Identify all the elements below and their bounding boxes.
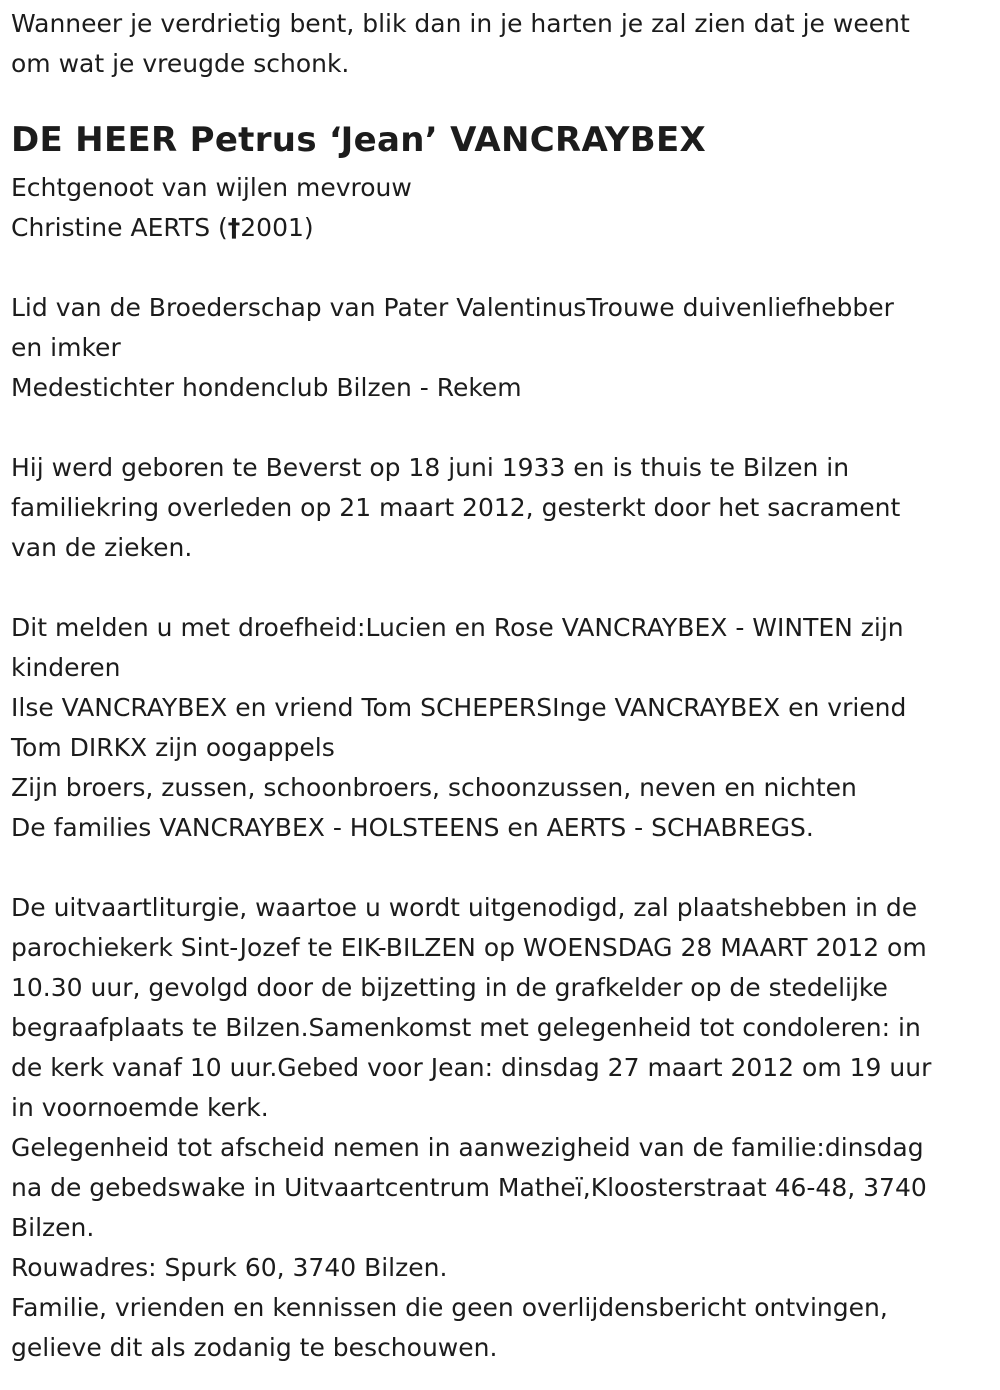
obituary-notice bbox=[11, 0, 993, 1368]
funeral-line: na de gebedswake in Uitvaartcentrum Matheï,Kloosterstraat 46-48, 3740 bbox=[11, 1173, 927, 1202]
funeral-line: 10.30 uur, gevolgd door de bijzetting in de grafkelder op de stedelijke bbox=[11, 973, 888, 1002]
life-details bbox=[11, 448, 993, 568]
funeral-line: de kerk vanaf 10 uur.Gebed voor Jean: dinsdag 27 maart 2012 om 19 uur bbox=[11, 1053, 932, 1082]
funeral-line: Familie, vrienden en kennissen die geen overlijdensbericht ontvingen, bbox=[11, 1293, 888, 1322]
spouse-name: Christine AERTS ( bbox=[11, 213, 228, 242]
life-line: Hij werd geboren te Beverst op 18 juni 1933 en is thuis te Bilzen in bbox=[11, 453, 850, 482]
spouse-death-year: 2001) bbox=[240, 213, 314, 242]
funeral-line: begraafplaats te Bilzen.Samenkomst met gelegenheid tot condoleren: in bbox=[11, 1013, 921, 1042]
motto-line: om wat je vreugde schonk. bbox=[11, 49, 350, 78]
family-line: kinderen bbox=[11, 653, 121, 682]
funeral-line: De uitvaartliturgie, waartoe u wordt uitgenodigd, zal plaatshebben in de bbox=[11, 893, 918, 922]
membership-line: en imker bbox=[11, 333, 121, 362]
life-line: van de zieken. bbox=[11, 533, 193, 562]
memberships bbox=[11, 288, 993, 408]
funeral-details bbox=[11, 888, 993, 1368]
family-line: Ilse VANCRAYBEX en vriend Tom SCHEPERSInge VANCRAYBEX en vriend bbox=[11, 693, 907, 722]
membership-line: Medestichter hondenclub Bilzen - Rekem bbox=[11, 373, 522, 402]
deceased-name: DE HEER Petrus ‘Jean’ VANCRAYBEX bbox=[11, 120, 707, 160]
family-line: De families VANCRAYBEX - HOLSTEENS en AERTS - SCHABREGS. bbox=[11, 813, 814, 842]
funeral-line: Gelegenheid tot afscheid nemen in aanwezigheid van de familie:dinsdag bbox=[11, 1133, 924, 1162]
funeral-line: gelieve dit als zodanig te beschouwen. bbox=[11, 1333, 498, 1362]
family-announcement bbox=[11, 608, 993, 848]
life-line: familiekring overleden op 21 maart 2012, gesterkt door het sacrament bbox=[11, 493, 901, 522]
family-line: Dit melden u met droefheid:Lucien en Rose VANCRAYBEX - WINTEN zijn bbox=[11, 613, 904, 642]
motto-line: Wanneer je verdrietig bent, blik dan in je harten je zal zien dat je weent bbox=[11, 9, 910, 38]
funeral-line: parochiekerk Sint-Jozef te EIK-BILZEN op WOENSDAG 28 MAART 2012 om bbox=[11, 933, 927, 962]
funeral-line: in voornoemde kerk. bbox=[11, 1093, 269, 1122]
spouse-line: Echtgenoot van wijlen mevrouw bbox=[11, 173, 412, 202]
spouse-line bbox=[11, 208, 993, 248]
cross-icon: † bbox=[227, 213, 241, 242]
spouse-info bbox=[11, 168, 993, 248]
motto-quote bbox=[11, 4, 993, 84]
family-line: Zijn broers, zussen, schoonbroers, schoonzussen, neven en nichten bbox=[11, 773, 857, 802]
membership-line: Lid van de Broederschap van Pater ValentinusTrouwe duivenliefhebber bbox=[11, 293, 894, 322]
mourning-address: Rouwadres: Spurk 60, 3740 Bilzen. bbox=[11, 1253, 448, 1282]
family-line: Tom DIRKX zijn oogappels bbox=[11, 733, 335, 762]
funeral-line: Bilzen. bbox=[11, 1213, 95, 1242]
